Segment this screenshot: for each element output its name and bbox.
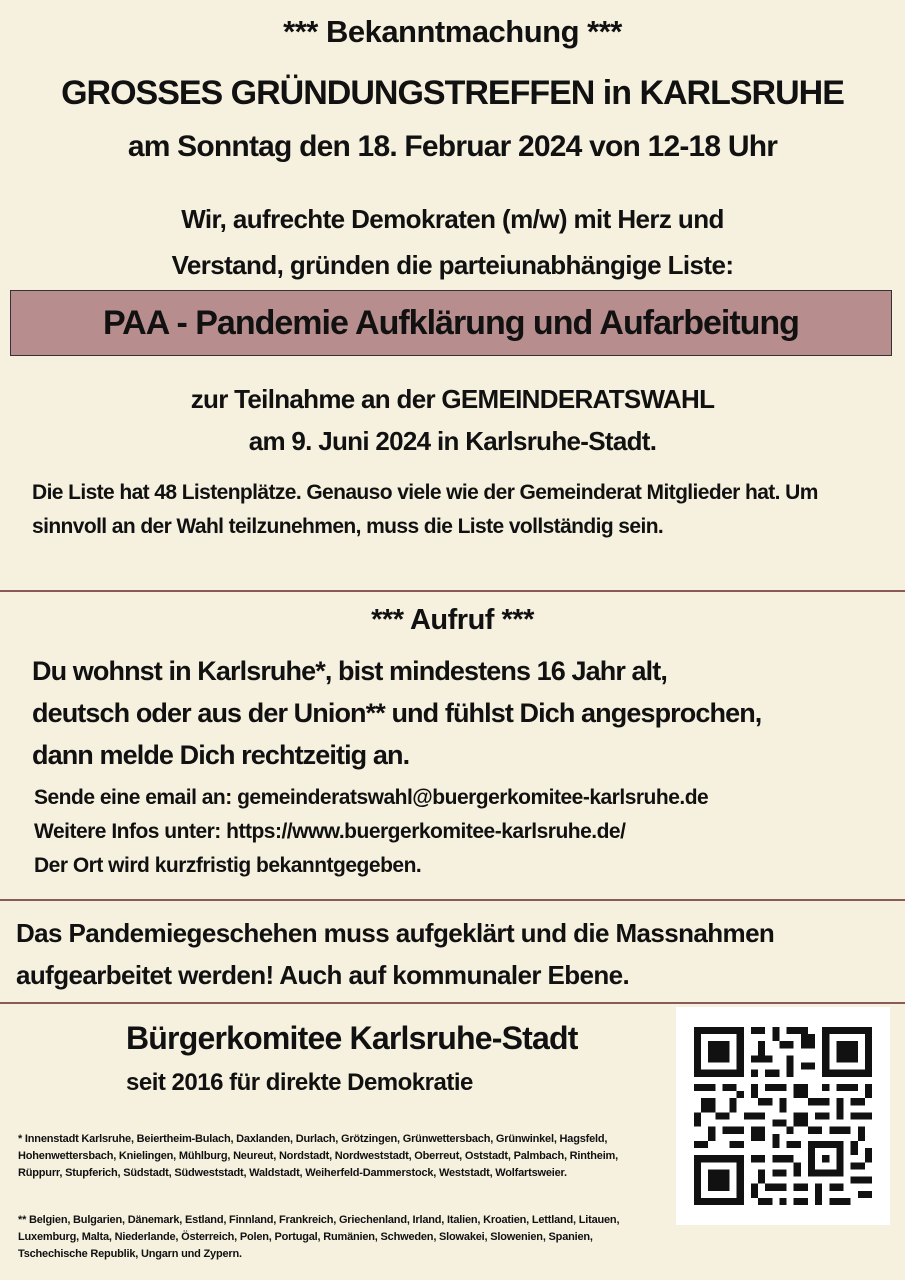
divider bbox=[0, 899, 905, 901]
intro-line-1: Wir, aufrechte Demokraten (m/w) mit Herz und bbox=[181, 204, 724, 234]
divider bbox=[0, 1002, 905, 1004]
closing-line-1: Das Pandemiegeschehen muss aufgeklärt und die Massnahmen bbox=[16, 918, 775, 948]
qr-code-graphic bbox=[694, 1027, 872, 1205]
website-line[interactable]: Weitere Infos unter: https://www.buergerkomitee-karlsruhe.de/ bbox=[34, 820, 626, 843]
list-info-paragraph: Die Liste hat 48 Listenplätze. Genauso viele wie der Gemeinderat Mitglieder hat. Um sinnvoll an der Wahl teilzunehmen, muss die Liste vollständig sein. bbox=[32, 481, 818, 538]
call-line-3: dann melde Dich rechtzeitig an. bbox=[32, 740, 410, 770]
organization-tagline: seit 2016 für direkte Demokratie bbox=[126, 1069, 473, 1096]
qr-code-icon[interactable] bbox=[676, 1007, 890, 1225]
election-info bbox=[0, 378, 905, 462]
event-title: GROSSES GRÜNDUNGSTREFFEN in KARLSRUHE bbox=[61, 74, 844, 112]
footnote-countries: ** Belgien, Bulgarien, Dänemark, Estland, Finnland, Frankreich, Griechenland, Irland, Italien, Kroatien, Lettland, Litauen, Luxemburg, Malta, Niederlande, Österreich, Polen, Portugal, Rumänien, Schweden, Slowakei, Slowenien, Spanien, Tschechische Republik, Ungarn und Zypern. bbox=[18, 1214, 620, 1260]
call-line-2: deutsch oder aus der Union** und fühlst Dich angesprochen, bbox=[32, 698, 762, 728]
closing-statement bbox=[16, 912, 774, 996]
event-date: am Sonntag den 18. Februar 2024 von 12-18 Uhr bbox=[127, 130, 778, 163]
contact-block bbox=[34, 781, 708, 883]
email-line[interactable]: Sende eine email an: gemeinderatswahl@buergerkomitee-karlsruhe.de bbox=[34, 786, 709, 809]
footnote-districts: * Innenstadt Karlsruhe, Beiertheim-Bulach, Daxlanden, Durlach, Grötzingen, Grünwettersbach, Grünwinkel, Hagsfeld, Hohenwettersbach, Knielingen, Mühlburg, Neureut, Nordstadt, Nordweststadt, Oberreut, Oststadt, Palmbach, Rintheim, Rüppurr, Stupferich, Südstadt, Südweststadt, Waldstadt, Weiherfeld-Dammerstock, Weststadt, Wolfartsweier. bbox=[18, 1133, 618, 1179]
divider bbox=[0, 590, 905, 592]
election-line-1: zur Teilnahme an der GEMEINDERATSWAHL bbox=[190, 384, 715, 414]
call-line-1: Du wohnst in Karlsruhe*, bist mindestens 16 Jahr alt, bbox=[32, 656, 667, 686]
intro-line-2: Verstand, gründen die parteiunabhängige Liste: bbox=[171, 250, 734, 280]
announcement-heading: *** Bekanntmachung *** bbox=[283, 14, 622, 49]
closing-line-2: aufgearbeitet werden! Auch auf kommunaler Ebene. bbox=[16, 960, 630, 990]
call-title: *** Aufruf *** bbox=[371, 604, 534, 636]
intro-text bbox=[0, 196, 905, 288]
call-text bbox=[32, 650, 761, 776]
list-name-banner: PAA - Pandemie Aufklärung und Aufarbeitung bbox=[10, 290, 892, 356]
election-line-2: am 9. Juni 2024 in Karlsruhe-Stadt. bbox=[248, 426, 657, 456]
organization-name: Bürgerkomitee Karlsruhe-Stadt bbox=[126, 1020, 578, 1056]
location-line: Der Ort wird kurzfristig bekanntgegeben. bbox=[34, 854, 422, 877]
